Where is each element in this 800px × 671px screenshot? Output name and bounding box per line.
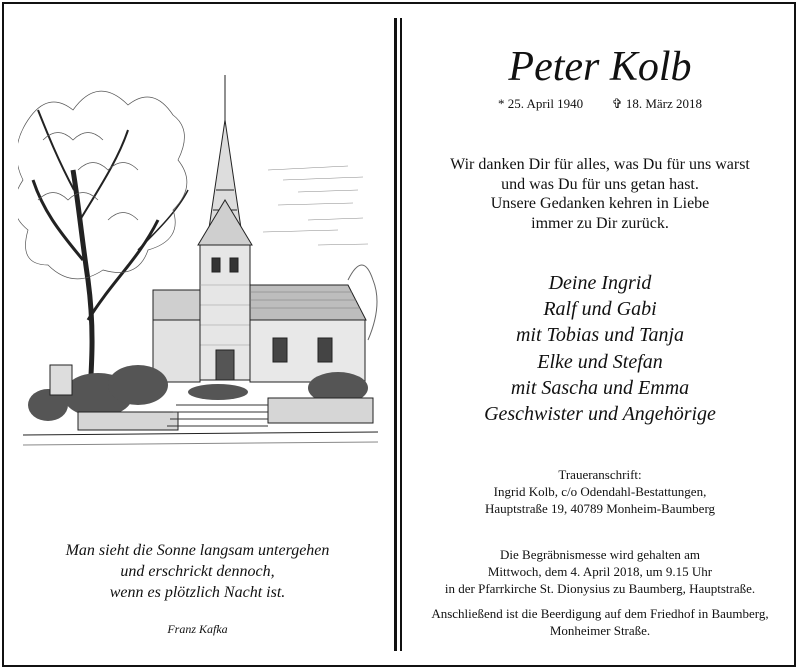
thanks-text <box>410 155 790 233</box>
church-illustration <box>18 20 378 455</box>
deceased-name: Peter Kolb <box>508 44 692 90</box>
mourner-line: Ralf und Gabi <box>543 298 657 321</box>
quote-line: Man sieht die Sonne langsam untergehen <box>65 542 330 559</box>
funeral-line: Die Begräbnismesse wird gehalten am <box>500 547 700 562</box>
burial-info <box>410 605 790 639</box>
thanks-line: immer zu Dir zurück. <box>531 214 669 232</box>
mourners-list <box>410 270 790 427</box>
quote-author: Franz Kafka <box>167 622 228 636</box>
quote <box>20 540 375 603</box>
death-cross-icon: ✞ <box>611 96 623 111</box>
funeral-mass-info <box>410 546 790 597</box>
life-dates <box>410 96 790 112</box>
burial-line: Monheimer Straße. <box>549 623 651 638</box>
mourner-line: Elke und Stefan <box>537 350 663 373</box>
funeral-line: Mittwoch, dem 4. April 2018, um 9.15 Uhr <box>487 564 713 579</box>
thanks-line: Wir danken Dir für alles, was Du für uns warst <box>450 156 750 173</box>
death-date: 18. März 2018 <box>625 96 703 111</box>
funeral-line: in der Pfarrkirche St. Dionysius zu Baumberg, Hauptstraße. <box>444 581 756 596</box>
mourner-line: mit Sascha und Emma <box>510 376 690 399</box>
thanks-line: Unsere Gedanken kehren in Liebe <box>490 195 710 212</box>
address-line: Ingrid Kolb, c/o Odendahl-Bestattungen, <box>493 484 707 499</box>
mourner-line: Geschwister und Angehörige <box>484 403 716 426</box>
quote-line: wenn es plötzlich Nacht ist. <box>109 584 286 601</box>
mourner-line: Deine Ingrid <box>548 272 652 294</box>
burial-line: Anschließend ist die Beerdigung auf dem Friedhof in Baumberg, <box>431 606 769 621</box>
thanks-line: und was Du für uns getan hast. <box>501 175 699 193</box>
mourner-line: mit Tobias und Tanja <box>515 324 685 347</box>
column-divider-thin <box>400 18 402 651</box>
mourning-address <box>410 466 790 517</box>
birth-date: * 25. April 1940 <box>497 96 584 111</box>
quote-line: und erschrickt dennoch, <box>120 563 275 580</box>
address-line: Traueranschrift: <box>558 467 642 482</box>
address-line: Hauptstraße 19, 40789 Monheim-Baumberg <box>484 501 716 516</box>
column-divider <box>394 18 397 651</box>
